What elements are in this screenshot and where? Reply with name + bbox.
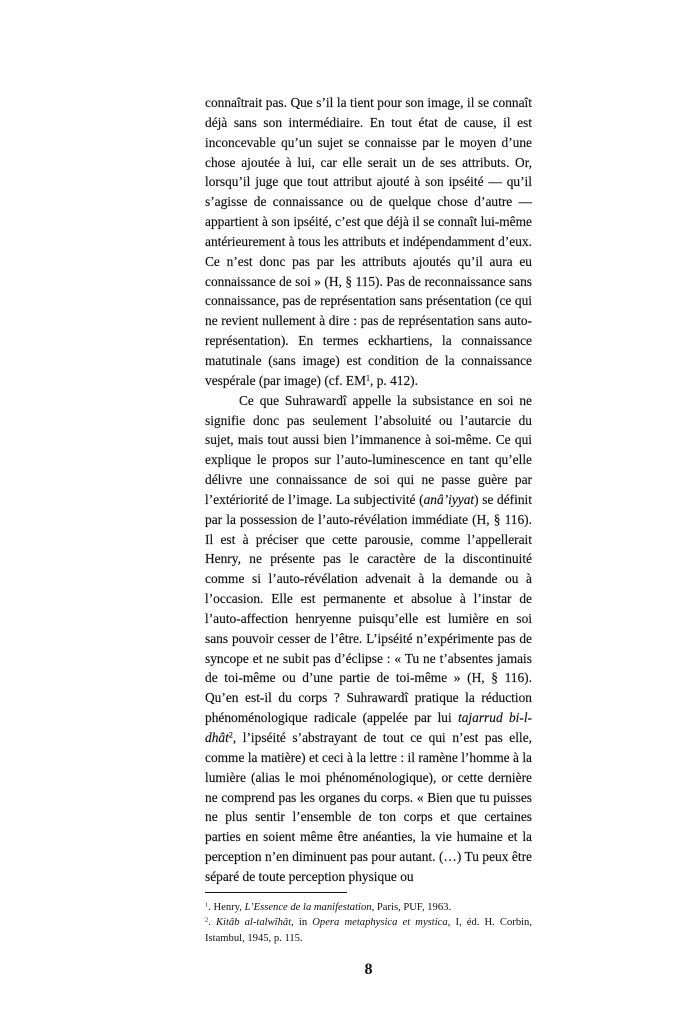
footnote-ref-2: 2 (228, 730, 233, 740)
italic-term-anaiyyat: anâ’iyyat (423, 491, 475, 507)
page-content (205, 93, 532, 979)
body-text (205, 93, 532, 887)
footnote-2-text-end: , I, éd. H. Corbin, Istambul, 1945, p. 115. (205, 917, 532, 944)
paragraph-1 (205, 93, 532, 391)
footnote-1 (205, 900, 532, 916)
paragraph-2-text-1: Ce que Suhrawardî appelle la subsistance en soi ne signifie donc pas seulement l’absoluité ou l’autarcie du sujet, mais tout aussi bien l’immanence à soi-même. Ce qui explique le propos sur l’auto-luminescence en tant qu’elle délivre une connaissance de soi qui ne passe guère par l’extériorité de l’image. La subjectivité ( (205, 392, 532, 507)
footnote-2-text: . (208, 917, 216, 929)
footnote-1-text: . Henry, (208, 901, 245, 913)
footnote-2-collection-title: Opera metaphysica et mystica (312, 917, 448, 929)
italic-term-tajarrud: tajarrud bi-l-dhât (205, 710, 532, 745)
footnote-2-text-middle: , in (291, 917, 313, 929)
paragraph-2-text-2: ) se définit par la possession de l’auto-révélation immédiate (H, § 116). Il est à préciser que cette parousie, comme l’appellerait Henry, ne présente pas le caractère de la discontinuité comme si l’auto-révélation advenait à la demande ou à l’occasion. Elle est permanente et absolue à l’instar de l’auto-affection henryenne puisqu’elle est lumière en soi sans pouvoir cesser de l’être. L’ipséité n’expérimente pas de syncope et ne subit pas d’éclipse : « Tu ne t’absentes jamais de toi-même ou d’une partie de toi-même » (H, § 116). Qu’en est-il du corps ? Suhrawardî pratique la réduction phénoménologique radicale (appelée par lui (205, 491, 532, 726)
footnotes (205, 900, 532, 947)
footnote-1-number: 1 (205, 901, 209, 909)
footnote-divider (205, 892, 347, 893)
paragraph-2 (205, 391, 532, 887)
paragraph-2-text-3: , l’ipséité s’abstrayant de tout ce qui n’est pas elle, comme la matière) et ceci à la lettre : il ramène l’homme à la lumière (alias le moi phénoménologique), or cette dernière ne comprend pas les organes du corps. « Bien que tu puisses ne plus sentir l’ensemble de ton corps et que certaines parties en soient même être anéanties, la vie humaine et la perception n’en diminuent pas pour autant. (…) Tu peux être séparé de toute perception physique ou (205, 730, 532, 884)
footnote-ref-1: 1 (365, 373, 370, 383)
footnote-2-number: 2 (205, 916, 209, 924)
footnote-2 (205, 915, 532, 946)
paragraph-1-text: connaîtrait pas. Que s’il la tient pour son image, il se connaît déjà sans son intermédiaire. En tout état de cause, il est inconcevable qu’un sujet se connaisse par le moyen d’une chose ajoutée à lui, car elle serait un de ses attributs. Or, lorsqu’il juge que tout attribut ajouté à son ipséité — qu’il s’agisse de connaissance ou de quelque chose d’autre — appartient à son ipséité, c’est que déjà il se connaît lui-même antérieurement à tous les attributs et indépendamment d’eux. Ce n’est donc pas par les attributs ajoutés qu’il aura eu connaissance de soi » (H, § 115). Pas de reconnaissance sans connaissance, pas de représentation sans présentation (ce qui ne revient nullement à dire : pas de représentation sans auto-représentation). En termes eckhartiens, la connaissance matutinale (sans image) est condition de la connaissance vespérale (par image) (cf. EM (205, 95, 532, 388)
paragraph-1-text-end: , p. 412). (370, 372, 418, 388)
page-number: 8 (364, 960, 373, 978)
footnote-1-title: L’Essence de la manifestation (244, 901, 372, 913)
footnote-1-text-end: , Paris, PUF, 1963. (371, 901, 452, 913)
footnote-2-title: Kitâb al-talwîhât (215, 917, 292, 929)
